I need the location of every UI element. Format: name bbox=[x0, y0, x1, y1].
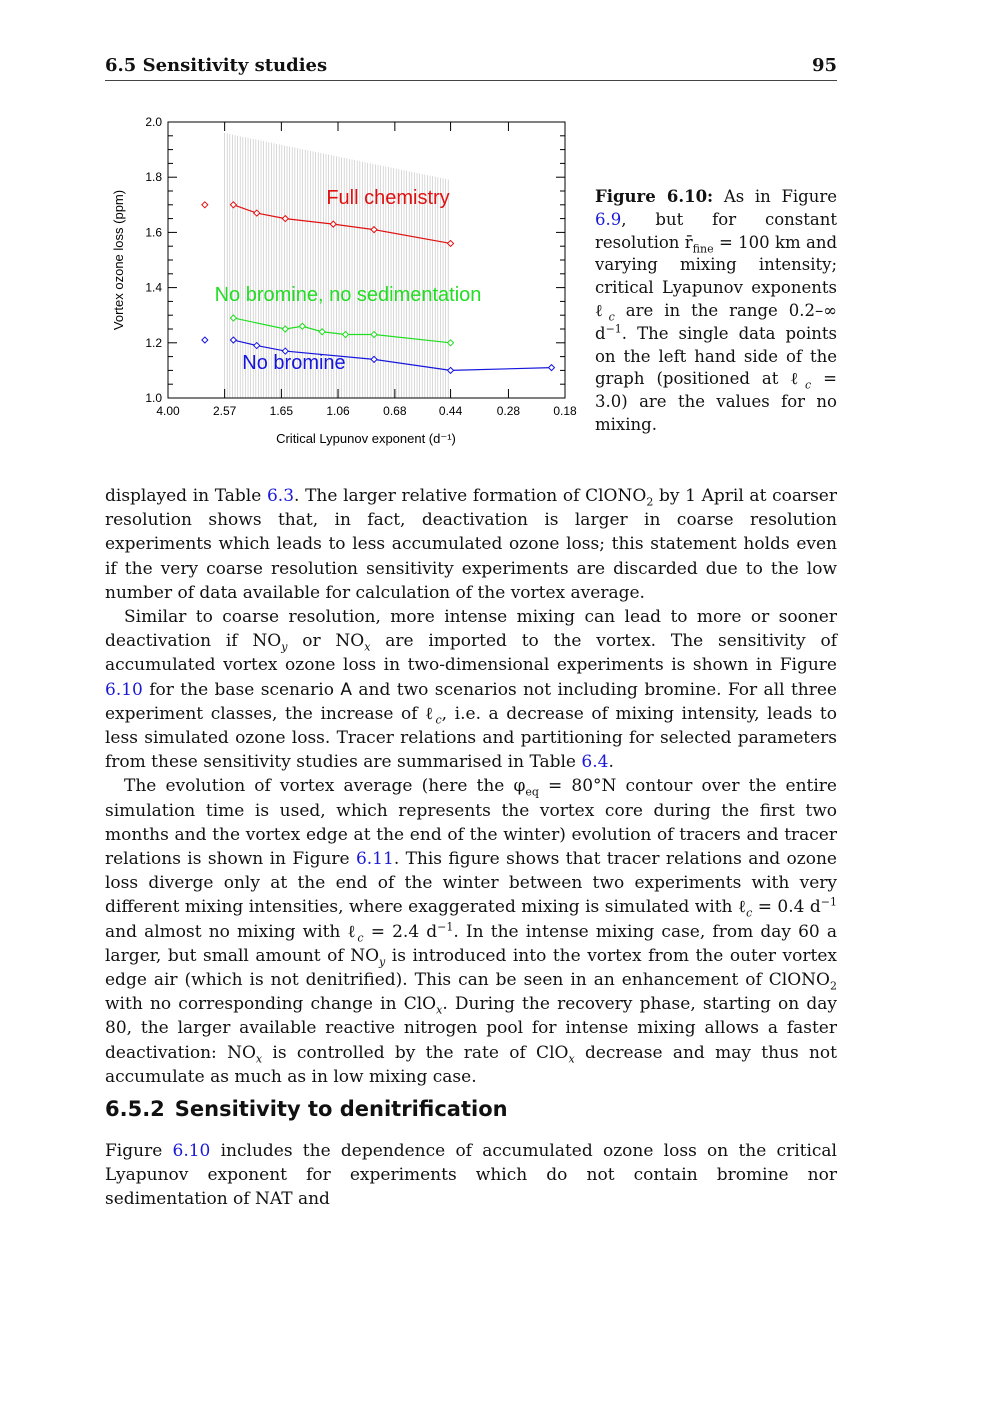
x-tick-label: 0.44 bbox=[438, 404, 463, 418]
ref-table-6-4[interactable]: 6.4 bbox=[581, 752, 609, 773]
section-number: 6.5.2 bbox=[105, 1097, 165, 1121]
data-point bbox=[230, 315, 236, 321]
x-tick-label: 0.28 bbox=[496, 404, 521, 418]
y-tick-label: 1.2 bbox=[145, 335, 162, 350]
running-header bbox=[105, 55, 837, 81]
y-tick-label: 2.0 bbox=[145, 115, 162, 129]
x-axis-label: Critical Lypunov exponent (d⁻¹) bbox=[276, 431, 456, 446]
data-point bbox=[371, 227, 377, 233]
axis-ticks bbox=[145, 115, 577, 418]
section-heading bbox=[105, 1097, 508, 1121]
ref-figure-6-9[interactable]: 6.9 bbox=[595, 209, 622, 229]
data-point bbox=[371, 332, 377, 338]
label-no-bromine: No bromine bbox=[242, 352, 346, 374]
ozone-loss-chart bbox=[100, 112, 590, 457]
body-text-section-2 bbox=[105, 1139, 837, 1212]
x-tick-label: 1.06 bbox=[326, 404, 350, 418]
page-number: 95 bbox=[811, 55, 837, 76]
data-point bbox=[342, 332, 348, 338]
data-point bbox=[282, 326, 288, 332]
y-tick-label: 1.0 bbox=[145, 391, 162, 405]
data-point bbox=[282, 216, 288, 222]
label-full-chemistry: Full chemistry bbox=[326, 187, 450, 209]
y-tick-label: 1.4 bbox=[145, 280, 162, 295]
x-tick-label: 4.00 bbox=[156, 404, 180, 418]
data-point bbox=[371, 356, 377, 362]
label-no-bromine-no-sedimentation: No bromine, no sedimentation bbox=[214, 284, 482, 306]
paragraph-4: Figure 6.10 includes the dependence of accumulated ozone loss on the critical Lyapunov exponent for experiments which do not contain bromine nor sedimentation of NAT and bbox=[105, 1141, 837, 1210]
data-point bbox=[254, 210, 260, 216]
x-tick-label: 1.65 bbox=[269, 404, 294, 418]
paragraph-3: The evolution of vortex average (here the $\varphi_{eq} = 80^\circ N$ contour over the entire simulation time is used, which represents the vortex core during the first two months and the vortex edge at the end of the winter) evolution of tracers and tracer relations is shown in Figure 6.11. This figure shows that tracer relations and ozone loss diverge only at the end of the winter between two experiments with very different mixing intensities, where exaggerated mixing is simulated with ℓ$_c$ = 0.4 $d^{-1}$ and almost no mixing with ℓ$_c$ = 2.4 $d^{-1}$. In the intense mixing case, from day 60 a larger, but small amount of $NO_y$ is introduced into the vortex from the outer vortex edge air (which is not denitrified). This can be seen in an enhancement of ClONO$_2$ with no corresponding change in ClO$_x$. During the recovery phase, starting on day 80, the larger available reactive nitrogen pool for intense mixing allows a faster deactivation: $NO_x$ is controlled by the rate of ClO$_x$ decrease and may thus not accumulate as much as in low mixing case. bbox=[105, 776, 838, 1087]
ref-table-6-3[interactable]: 6.3 bbox=[266, 486, 295, 506]
y-axis-label: Vortex ozone loss (ppm) bbox=[111, 189, 126, 331]
data-point bbox=[254, 343, 260, 349]
paragraph-1: displayed in Table 6.3. The larger relative formation of ClONO$_2$ by 1 April at coarser resolution shows that, in fact, deactivation is larger in coarse resolution experiments which leads to less accumulated ozone loss; this statement holds even if the very coarse resolution sensitivity experiments are discarded due to the low number of data available for calculation of the vortex average. bbox=[105, 486, 837, 603]
data-point bbox=[230, 202, 236, 208]
section-title: Sensitivity to denitrification bbox=[174, 1097, 508, 1121]
data-point bbox=[202, 337, 208, 343]
x-tick-label: 0.68 bbox=[383, 404, 407, 418]
header-section-title: 6.5 Sensitivity studies bbox=[105, 55, 328, 76]
ref-figure-6-10[interactable]: 6.10 bbox=[105, 679, 143, 700]
figure-caption: Figure 6.10: As in Figure 6.9, but for constant resolution $r̄_{fine} = 100$ km and varying mixing intensity; critical Lyapunov exponents ℓ$_c$ are in the range 0.2–∞ $d^{-1}$. The single data points on the left hand side of the graph (positioned at ℓ$_c$ = 3.0) are the values for no mixing. bbox=[595, 187, 838, 434]
caption-label: Figure 6.10: bbox=[595, 187, 714, 206]
paragraph-2: Similar to coarse resolution, more intense mixing can lead to more or sooner deactivation if $NO_y$ or $NO_x$ are imported to the vortex. The sensitivity of accumulated vortex ozone loss in two-dimensional experiments is shown in Figure 6.10 for the base scenario A and two scenarios not including bromine. For all three experiment classes, the increase of ℓ$_c$, i.e. a decrease of mixing intensity, leads to less simulated ozone loss. Tracer relations and partitioning for selected parameters from these sensitivity studies are summarised in Table 6.4. bbox=[105, 607, 837, 773]
data-point bbox=[202, 202, 208, 208]
y-tick-label: 1.8 bbox=[145, 170, 162, 185]
data-point bbox=[230, 337, 236, 343]
body-text bbox=[105, 484, 837, 1089]
data-point bbox=[319, 329, 325, 335]
x-tick-label: 0.18 bbox=[553, 404, 577, 418]
data-point bbox=[549, 365, 555, 371]
x-tick-label: 2.57 bbox=[212, 404, 237, 418]
y-tick-label: 1.6 bbox=[145, 225, 162, 240]
ref-figure-6-11[interactable]: 6.11 bbox=[355, 849, 394, 870]
ref-figure-6-10-b[interactable]: 6.10 bbox=[172, 1141, 211, 1161]
